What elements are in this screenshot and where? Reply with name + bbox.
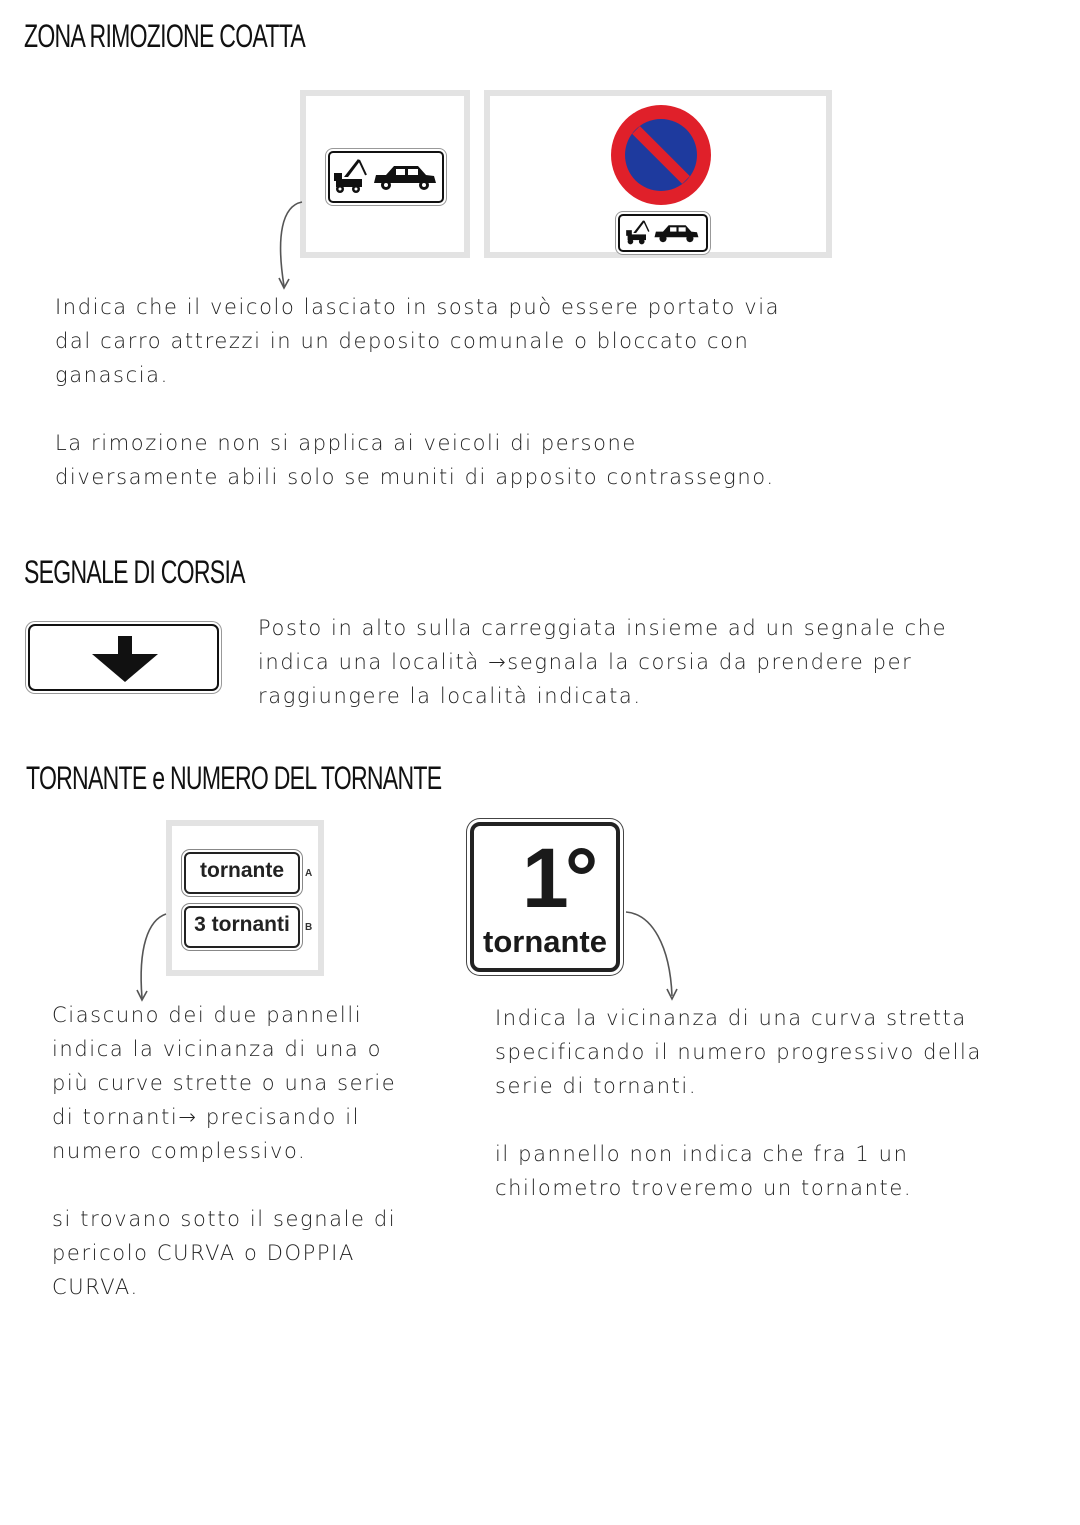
- panel-b-tag: B: [305, 922, 313, 933]
- tornante-number-sign: [470, 822, 620, 972]
- curved-arrow-left-icon: [130, 908, 170, 1008]
- panel-a-tag: A: [305, 868, 313, 879]
- curved-arrow-right-icon: [622, 906, 682, 1006]
- tornante-panels-frame: [166, 820, 324, 976]
- panel-b: 3 tornanti: [184, 906, 300, 948]
- lane-sign: [28, 624, 219, 691]
- tow-subpanel: [618, 214, 708, 252]
- tornante-left-paragraph-1: Ciascuno dei due pannelli indica la vicinanza di una o più curve strette o una serie di tornanti→ precisando il numero complessivo.: [52, 1003, 397, 1163]
- tornante-left-paragraph-2: si trovano sotto il segnale di pericolo CURVA o DOPPIA CURVA.: [52, 1207, 397, 1299]
- tow-panel-sign: [328, 151, 444, 203]
- corsia-paragraph: Posto in alto sulla carreggiata insieme ad un segnale che indica una località →segnala la corsia da prendere per raggiungere la località indicata.: [258, 616, 948, 708]
- sign-label: tornante: [483, 924, 607, 959]
- heading-rimozione: ZONA RIMOZIONE COATTA: [24, 18, 305, 54]
- heading-tornante: TORNANTE e NUMERO DEL TORNANTE: [26, 760, 442, 796]
- panel-a: tornante: [184, 852, 300, 894]
- tow-truck-small-icon: [620, 216, 706, 250]
- tow-truck-icon: [330, 153, 442, 201]
- heading-corsia: SEGNALE DI CORSIA: [24, 554, 245, 590]
- down-arrow-icon: [90, 636, 160, 682]
- no-parking-frame: [484, 90, 832, 258]
- tornante-right-paragraph-2: il pannello non indica che fra 1 un chilometro troveremo un tornante.: [495, 1142, 913, 1200]
- sign-number: 1°: [522, 831, 595, 925]
- no-parking-sign-icon: [608, 102, 714, 208]
- tornante-right-paragraph-1: Indica la vicinanza di una curva stretta specificando il numero progressivo della serie di tornanti.: [495, 1006, 982, 1098]
- rimozione-paragraph-2: La rimozione non si applica ai veicoli di persone diversamente abili solo se muniti di apposito contrassegno.: [55, 431, 775, 489]
- tow-panel-frame: [300, 90, 470, 258]
- curved-arrow-icon: [270, 196, 310, 296]
- rimozione-paragraph-1: Indica che il veicolo lasciato in sosta può essere portato via dal carro attrezzi in un deposito comunale o bloccato con ganascia.: [55, 295, 781, 387]
